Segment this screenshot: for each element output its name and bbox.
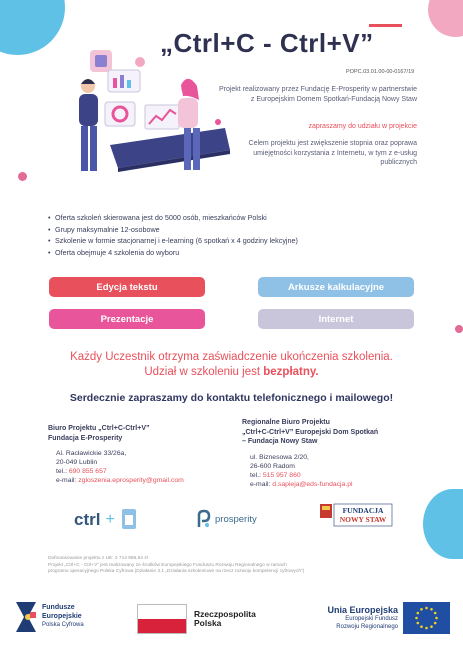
rp-line: Polska [194, 618, 222, 628]
office-heading: Regionalne Biuro Projektu [242, 419, 330, 426]
fundusze-europejskie-logo [14, 596, 114, 638]
office-heading: Fundacja E-Prosperity [48, 434, 123, 442]
page-title: „Ctrl+C - Ctrl+V” [160, 28, 374, 58]
ctrl-logo [74, 505, 164, 535]
funding-footnote [48, 556, 408, 576]
free-emphasis: bezpłatny. [263, 366, 319, 378]
certificate-notice [20, 350, 443, 380]
polish-flag-icon [137, 604, 187, 634]
rp-text [194, 610, 256, 629]
street: ul. Biznesowa 2/20, [250, 453, 309, 461]
invite-line: zapraszamy do udziału w projekcie [308, 123, 417, 130]
decor-dot [455, 325, 463, 333]
title-accent-bar [369, 24, 402, 27]
city: 20-049 Lublin [56, 459, 98, 466]
footnote-line: Dofinansowanie projektu z UE: 2 714 896,54 zł [48, 556, 148, 561]
email-label: e-mail: [56, 477, 79, 484]
free-participation-line [20, 365, 443, 380]
list-item: • Oferta obejmuje 4 szkolenia do wyboru [48, 247, 378, 259]
course-spreadsheets: Arkusze kalkulacyjne [258, 277, 414, 297]
course-presentations: Prezentacje [49, 309, 205, 329]
project-code: POPC.03.01.00-00-0167/19 [346, 69, 415, 75]
project-description: Projekt realizowany przez Fundację E-Prosperity w partnerstwie z Europejskim Domem Spotkań-Fundacją Nowy Staw [218, 86, 417, 103]
office-address [48, 449, 228, 485]
fe-line: Europejskie [42, 612, 82, 620]
certificate-line: Każdy Uczestnik otrzyma zaświadczenie ukończenia szkolenia. [70, 351, 393, 363]
phone-label: tel.: [250, 471, 263, 479]
decor-blob-pink [428, 0, 463, 37]
fundacja-text-2: NOWY STAW [339, 515, 387, 524]
fe-text [42, 604, 84, 630]
city: 26-600 Radom [250, 462, 295, 470]
prosperity-logo-text: prosperity [215, 513, 257, 525]
decor-blob-blue [423, 489, 463, 559]
phone [250, 471, 442, 480]
footnote-line: programu operacyjnego Polska Cyfrowa (Działanie 3.1 „Działania szkoleniowe na rzecz rozwoju kompetencji cyfrowych”) [48, 569, 305, 574]
prosperity-mark-icon [196, 509, 212, 529]
phone-label: tel.: [56, 468, 69, 475]
course-text-editing: Edycja tekstu [49, 277, 205, 297]
list-item: • Oferta szkoleń skierowana jest do 5000 osób, mieszkańców Polski [48, 212, 378, 224]
footnote-line: Projekt „Ctrl+C - Ctrl+V” jest realizowany ze środków Europejskiego Funduszu Rozwoju Regionalnego w ramach [48, 562, 287, 568]
ue-line: Europejski Fundusz [345, 616, 398, 622]
rp-line: Rzeczpospolita [194, 608, 256, 619]
office-lublin [48, 424, 228, 485]
fundacja-nowy-staw-logo [318, 500, 396, 532]
email [250, 480, 442, 489]
unia-europejska-logo [306, 600, 456, 636]
fe-mark-icon [14, 600, 38, 634]
fundacja-text-1: FUNDACJA [342, 506, 384, 515]
street: Al. Racławickie 33/26a, [56, 450, 127, 457]
office-heading: – Fundacja Nowy Staw [242, 438, 318, 445]
email [56, 476, 228, 485]
email-link[interactable]: d.sapieja@eds-fundacja.pl [272, 480, 353, 488]
rzeczpospolita-polska-logo [137, 603, 292, 635]
plus-icon: + [105, 511, 115, 528]
project-goal: Celem projektu jest zwiększenie stopnia oraz poprawa umiejętności korzystania z Internetu, w tym z e-usług publicznych [248, 140, 417, 166]
office-radom [242, 418, 442, 489]
phone [56, 467, 228, 476]
eu-flag-icon [403, 602, 450, 634]
list-item: • Szkolenie w formie stacjonarnej i e-learning (6 spotkań x 4 godziny lekcyjne) [48, 235, 378, 247]
decor-dot [18, 172, 27, 181]
ue-line: Unia Europejska [327, 605, 398, 615]
list-item: • Grupy maksymalnie 12-osobowe [48, 224, 378, 236]
contact-invite: Serdecznie zapraszamy do kontaktu telefonicznego i mailowego! [69, 392, 394, 404]
ue-text [306, 605, 398, 631]
office-heading: „Ctrl+C-Ctrl+V” Europejski Dom Spotkań [242, 428, 379, 436]
email-label: e-mail: [250, 480, 273, 488]
title-block [160, 28, 420, 59]
phone-number[interactable]: 690 855 657 [68, 468, 107, 475]
cursor-icon [120, 507, 140, 533]
people-at-desk-illustration [50, 40, 240, 200]
course-internet: Internet [258, 309, 414, 329]
ctrl-logo-text: ctrl [74, 510, 101, 529]
fe-line: Fundusze [42, 604, 75, 612]
ue-line: Rozwoju Regionalnego [336, 623, 398, 630]
email-link[interactable]: zgloszenia.eprosperity@gmail.com [78, 477, 184, 484]
fe-sub: Polska Cyfrowa [42, 622, 84, 629]
free-prefix: Udział w szkoleniu jest [144, 366, 264, 378]
office-address [242, 453, 442, 489]
offer-list [48, 212, 378, 258]
phone-number[interactable]: 515 957 860 [262, 471, 301, 479]
office-heading: Biuro Projektu „Ctrl+C-Ctrl+V” [48, 425, 150, 432]
prosperity-logo [196, 505, 276, 533]
